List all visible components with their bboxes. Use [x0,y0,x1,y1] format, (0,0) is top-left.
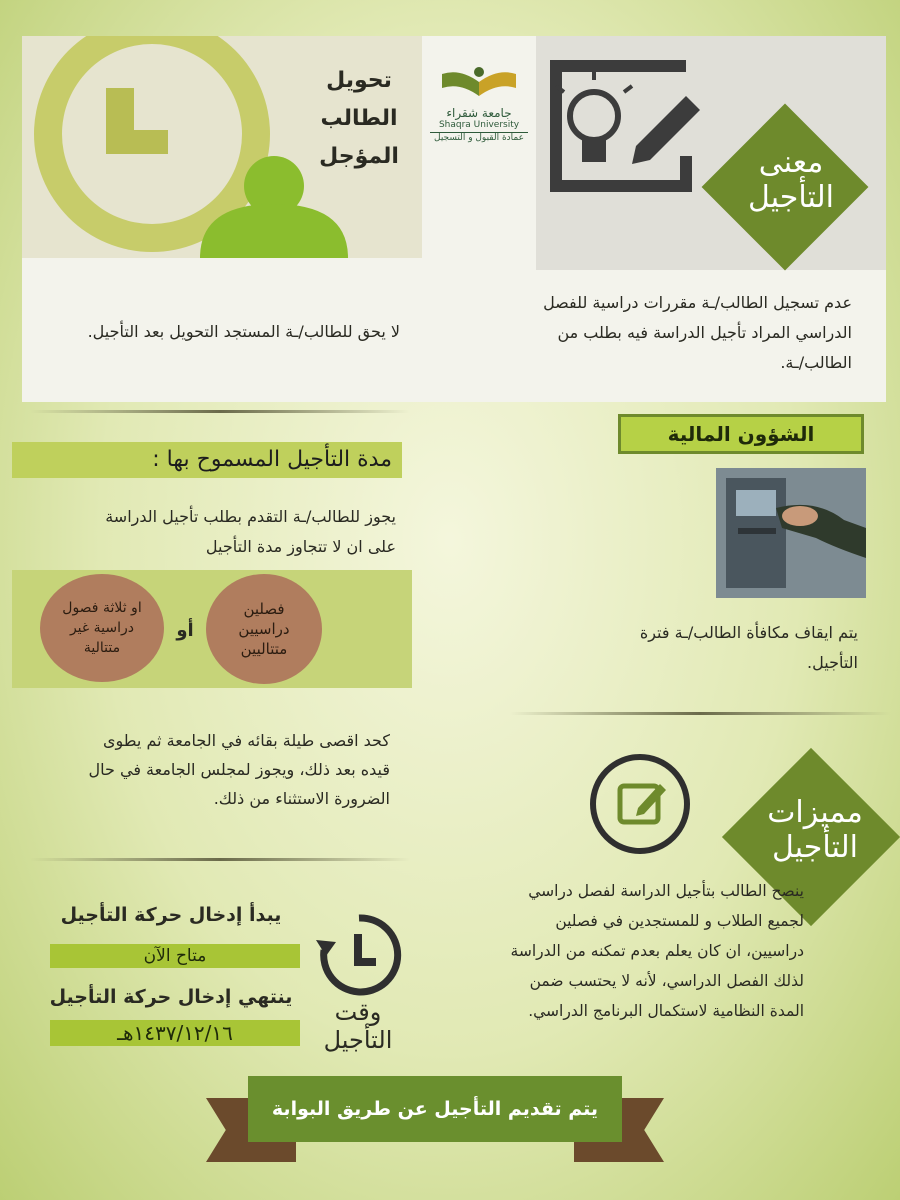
option-1-circle [206,574,322,684]
university-logo [430,62,528,158]
logo-arabic-name: جامعة شقراء [446,106,512,120]
finance-heading-text: الشؤون المالية [667,422,815,446]
atm-icon [716,468,866,598]
timing-end-label: ينتهي إدخال حركة التأجيل [49,986,293,1008]
option-2-circle [40,574,164,682]
meaning-badge [696,108,886,288]
option-1-text: فصلين دراسيين متتاليين [238,600,290,658]
meaning-title [716,146,866,215]
duration-limit-text: كحد اقصى طيلة بقائه في الجامعة ثم يطوى قيده بعد ذلك، ويجوز لمجلس الجامعة في حال الضرورة الاستثناء من ذلك. [88,731,390,808]
finance-text: يتم ايقاف مكافأة الطالب/ـة فترة التأجيل. [639,623,858,672]
timing-end-value: ١٤٣٧/١٢/١٦هـ [50,1020,300,1046]
timing-clock-icon-wrap [314,910,404,1000]
option-2-text: او ثلاثة فصول دراسية غير متتالية [62,600,142,656]
book-logo-icon [430,62,528,102]
duration-heading-text: مدة التأجيل المسموح بها : [152,447,392,472]
timing-title-line-2: التأجيل [323,1026,393,1054]
footer-banner [248,1076,622,1142]
transfer-note: لا يحق للطالب/ـة المستجد التحويل بعد التأجيل. [87,322,400,341]
logo-english-name: Shaqra University [438,120,520,130]
meaning-title-line-2: التأجيل [748,179,834,215]
features-edit-icon-wrap [588,752,692,856]
clock-arrow-icon [314,910,404,1000]
divider-2 [510,712,890,715]
finance-heading [618,414,864,454]
edit-icon [588,752,692,856]
page-title [318,62,400,176]
duration-intro: يجوز للطالب/ـة التقدم بطلب تأجيل الدراسة على ان لا تتجاوز مدة التأجيل [105,507,396,556]
atm-photo [716,468,866,598]
footer-banner-text: يتم تقديم التأجيل عن طريق البوابة [271,1098,599,1120]
title-line-1: تحويل [326,68,392,93]
meaning-text: عدم تسجيل الطالب/ـة مقررات دراسية للفصل الدراسي المراد تأجيل الدراسة فيه بطلب من الطالب/ـة. [543,293,852,372]
timing-start-label: يبدأ إدخال حركة التأجيل [60,904,282,926]
divider-3 [30,858,410,861]
title-line-2: الطالب [320,106,398,131]
timing-title-line-1: وقت [334,998,382,1026]
features-title-line-1: مميزات [767,795,863,830]
meaning-title-line-1: معنى [758,145,824,180]
features-title [740,796,890,865]
logo-deanship: عمادة القبول و التسجيل [430,132,528,143]
timing-start-value: متاح الآن [50,944,300,968]
features-text: ينصح الطالب بتأجيل الدراسة لفصل دراسي لجميع الطلاب و للمستجدين في فصلين دراسيين، ان كان يعلم بعدم تمكنه من الدراسة لذلك الفصل الدراسي، لأنه لا يحتسب ضمن المدة النظامية لاستكمال البرنامج الدراسي. [510,882,804,1020]
title-line-3: المؤجل [319,144,399,169]
divider-1 [30,410,410,413]
or-label: أو [176,620,194,641]
timing-title [310,998,406,1054]
duration-heading [12,442,402,478]
features-title-line-2: التأجيل [772,829,858,865]
